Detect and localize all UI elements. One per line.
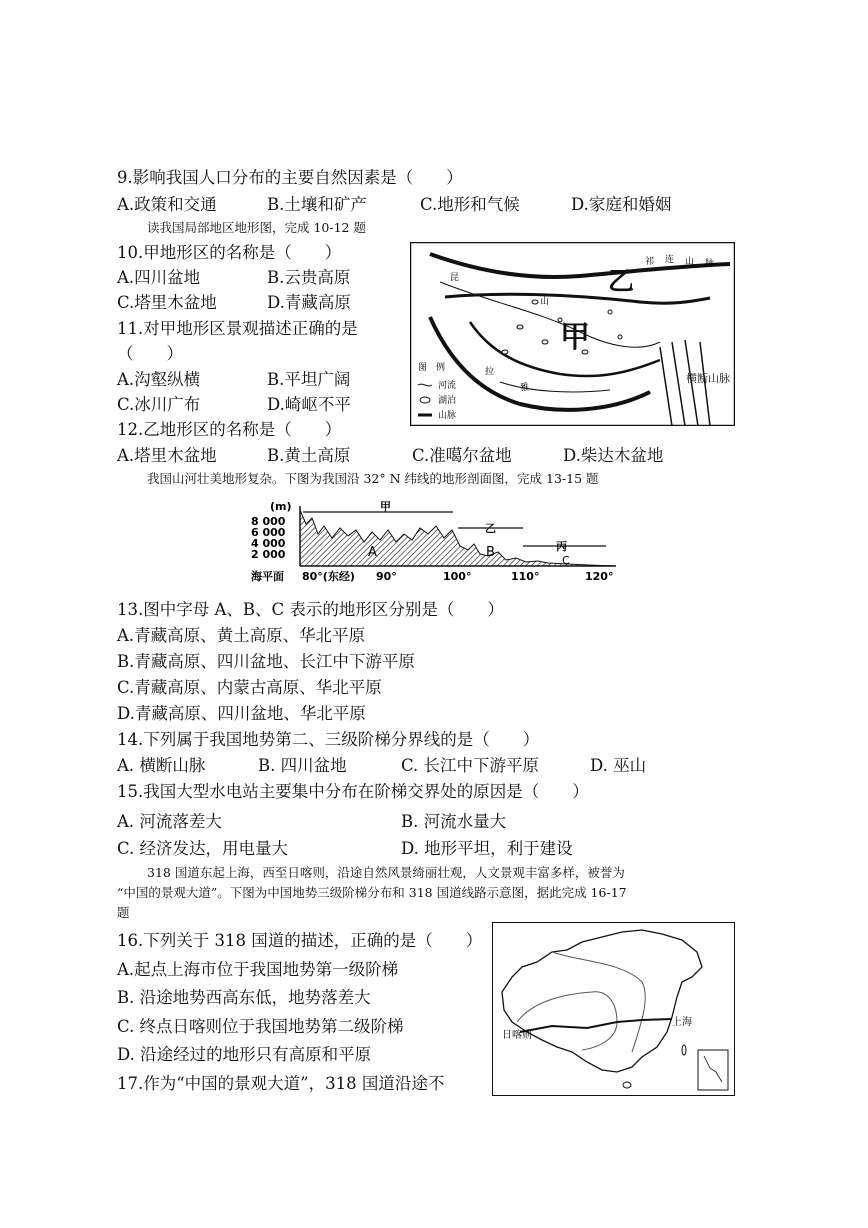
profile-xtick: 120° [585,570,614,583]
profile-ytick: 2 000 [251,548,286,561]
profile-ytick: 8 000 [251,515,286,528]
profile-letter-b: B [486,545,495,560]
map-label-jia: 甲 [560,320,590,355]
map-label-yi: 乙 [608,267,635,297]
q13-option-a: A.青藏高原、黄土高原、华北平原 [117,626,366,645]
intro-13-15: 我国山河壮美地形复杂。下图为我国沿 32° N 纬线的地形剖面图，完成 13-15 题 [147,471,599,486]
map-small-label: 拉 [485,367,495,377]
profile-xtick: 90° [376,570,397,583]
profile-sea-level: 海平面 [251,570,284,583]
q12-option-b: B.黄土高原 [267,446,351,465]
q13-option-d: D.青藏高原、四川盆地、华北平原 [117,704,366,723]
map-small-label: 雅 [520,383,530,393]
q9-stem: 9.影响我国人口分布的主要自然因素是（ ） [117,168,463,187]
q10-stem: 10.甲地形区的名称是（ ） [117,243,342,262]
map-small-label: 连 [665,255,675,265]
intro-16-17-line1: 318 国道东起上海，西至日喀则，沿途自然风景绮丽壮观，人文景观丰富多样，被誉为 [147,865,625,880]
q11-option-d: D.崎岖不平 [267,395,351,414]
q14-stem: 14.下列属于我国地势第二、三级阶梯分界线的是（ ） [117,730,540,749]
profile-ytick: 4 000 [251,537,286,550]
q16-option-b: B. 沿途地势西高东低，地势落差大 [117,988,371,1007]
map-small-label: 山 [685,257,695,267]
q11-stem: 11.对甲地形区景观描述正确的是 [117,319,358,338]
q10-option-b: B.云贵高原 [267,268,351,287]
profile-region-bing: 丙 [556,540,567,553]
q17-stem: 17.作为“中国的景观大道”，318 国道沿途不 [117,1074,445,1093]
q9-option-a: A.政策和交通 [117,195,217,214]
profile-letter-a: A [368,545,377,560]
intro-10-12: 读我国局部地区地形图，完成 10-12 题 [147,220,366,235]
profile-region-yi: 乙 [485,522,496,535]
q14-option-c: C. 长江中下游平原 [401,756,540,775]
legend-title: 图 例 [418,363,446,373]
q10-option-a: A.四川盆地 [117,268,201,287]
q9-option-c: C.地形和气候 [420,195,520,214]
q11-option-b: B.平坦广阔 [267,370,351,389]
q15-option-b: B. 河流水量大 [401,812,507,831]
intro-16-17-line2: “中国的景观大道”。下图为中国地势三级阶梯分布和 318 国道线路示意图，据此完成 16-17 [117,885,627,900]
legend-mountain: 山脉 [438,411,457,421]
q16-stem: 16.下列关于 318 国道的描述，正确的是（ ） [117,931,483,950]
map-small-label: 昆 [450,273,460,283]
q10-option-c: C.塔里木盆地 [117,293,217,312]
legend-river: 河流 [438,381,457,391]
q13-option-b: B.青藏高原、四川盆地、长江中下游平原 [117,652,415,671]
q15-option-a: A. 河流落差大 [117,812,222,831]
terrain-profile-figure [248,498,620,586]
map-small-label: 山 [540,297,550,307]
q14-option-d: D. 巫山 [590,756,647,775]
q14-option-a: A. 横断山脉 [117,756,206,775]
q11-option-a: A.沟壑纵横 [117,370,201,389]
q12-option-d: D.柴达木盆地 [563,446,664,465]
q9-option-d: D.家庭和婚姻 [571,195,672,214]
q16-option-d: D. 沿途经过的地形只有高原和平原 [117,1045,372,1064]
q16-option-a: A.起点上海市位于我国地势第一级阶梯 [117,960,399,979]
q11-option-c: C.冰川广布 [117,395,201,414]
q15-stem: 15.我国大型水电站主要集中分布在阶梯交界处的原因是（ ） [117,782,589,801]
profile-region-jia: 甲 [380,500,391,513]
profile-ytick: 6 000 [251,526,286,539]
q13-stem: 13.图中字母 A、B、C 表示的地形区分别是（ ） [117,600,504,619]
terrain-map-figure [410,242,735,426]
legend-lake: 湖泊 [438,396,457,406]
q13-option-c: C.青藏高原、内蒙古高原、华北平原 [117,678,382,697]
q12-stem: 12.乙地形区的名称是（ ） [117,420,342,439]
profile-letter-c: C [562,554,570,567]
map2-label-rikaze: 日喀则 [502,1030,532,1041]
china-318-map-figure [492,922,735,1096]
q14-option-b: B. 四川盆地 [258,756,347,775]
profile-unit: (m) [270,500,292,513]
profile-xtick: 110° [511,570,540,583]
q9-option-b: B.土壤和矿产 [267,195,367,214]
q15-option-d: D. 地形平坦，利于建设 [401,839,573,858]
map2-label-shanghai: 上海 [672,1017,692,1028]
q11-stem-cont: （ ） [117,344,183,363]
map-label-hengduan: 横断山脉 [686,372,730,385]
q12-option-c: C.准噶尔盆地 [412,446,512,465]
map-small-label: 脉 [705,259,715,269]
map-small-label: 祁 [645,257,655,267]
q12-option-a: A.塔里木盆地 [117,446,217,465]
q10-option-d: D.青藏高原 [267,293,351,312]
intro-16-17-line3: 题 [117,905,130,920]
profile-xtick: 100° [443,570,472,583]
q15-option-c: C. 经济发达，用电量大 [117,839,289,858]
profile-xtick: 80°(东经) [302,570,355,583]
q16-option-c: C. 终点日喀则位于我国地势第二级阶梯 [117,1017,404,1036]
